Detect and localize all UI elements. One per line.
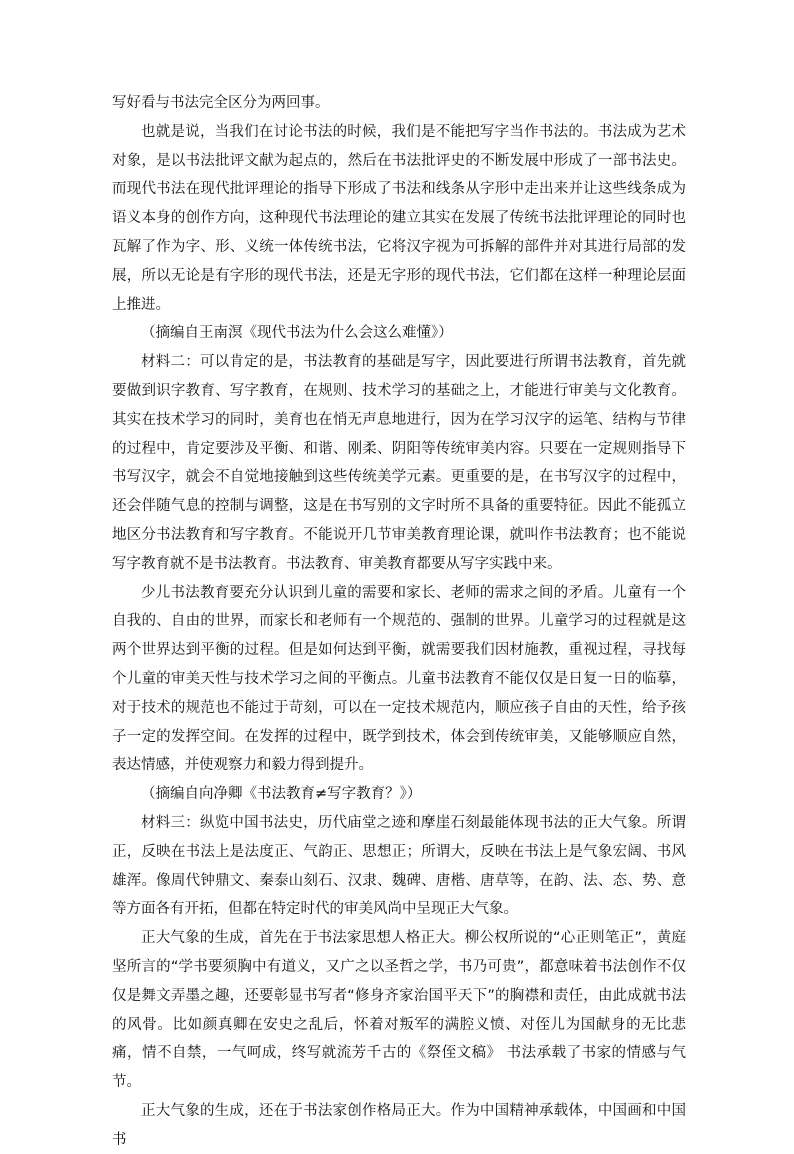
paragraph-creative-scope: 正大气象的生成，还在于书法家创作格局正大。作为中国精神承载体，中国画和中国书 [112,1102,686,1148]
paragraph-material-2: 材料二：可以肯定的是，书法教育的基础是写字，因此要进行所谓书法教育，首先就要做到识字教育、写字教育，在规则、技术学习的基础之上，才能进行审美与文化教育。其实在技术学习的同时，美育也在悄无声息地进行，因为在学习汉字的运笔、结构与节律的过程中，肯定要涉及平衡、和谐、刚柔、阴阳等传统审美内容。只要在一定规则指导下书写汉字，就会不自觉地接触到这些传统美学元素。更重要的是，在书写汉字的过程中，还会伴随气息的控制与调整，这是在书写别的文字时所不具备的重要特征。因此不能孤立地区分书法教育和写字教育。不能说开几节审美教育理论课，就叫作书法教育；也不能说写字教育就不是书法教育。书法教育、审美教育都要从写字实践中来。 [112,354,686,572]
paragraph-material-3: 材料三：纵览中国书法史，历代庙堂之迹和摩崖石刻最能体现书法的正大气象。所谓正，反映在书法上是法度正、气韵正、思想正；所谓大，反映在书法上是气象宏阔、书风雄浑。像周代钟鼎文、秦泰山刻石、汉隶、魏碑、唐楷、唐草等，在韵、法、态、势、意等方面各有开拓，但都在特定时代的审美风尚中呈现正大气象。 [112,814,686,918]
paragraph-modern-calligraphy-theory: 也就是说，当我们在讨论书法的时候，我们是不能把写字当作书法的。书法成为艺术对象，是以书法批评文献为起点的，然后在书法批评史的不断发展中形成了一部书法史。而现代书法在现代批评理论的指导下形成了书法和线条从字形中走出来并让这些线条成为语义本身的创作方向，这种现代书法理论的建立其实在发展了传统书法批评理论的同时也瓦解了作为字、形、义统一体传统书法，它将汉字视为可拆解的部件并对其进行局部的发展，所以无论是有字形的现代书法，还是无字形的现代书法，它们都在这样一种理论层面上推进。 [112,123,686,313]
source-citation-2: （摘编自向净卿《书法教育≠写字教育？》） [141,786,422,803]
paragraph-children-education: 少儿书法教育要充分认识到儿童的需要和家长、老师的需求之间的矛盾。儿童有一个自我的、自由的世界，而家长和老师有一个规范的、强制的世界。儿童学习的过程就是这两个世界达到平衡的过程。但是如何达到平衡，就需要我们因材施教，重视过程，寻找每个儿童的审美天性与技术学习之间的平衡点。儿童书法教育不能仅仅是日复一日的临摹，对于技术的规范也不能过于苛刻，可以在一定技术规范内，顺应孩子自由的天性，给予孩子一定的发挥空间。在发挥的过程中，既学到技术，体会到传统审美，又能够顺应自然，表达情感，并使观察力和毅力得到提升。 [112,584,686,774]
source-citation-1: （摘编自王南溟《现代书法为什么会这么难懂》） [141,325,453,342]
paragraph-continuation: 写好看与书法完全区分为两回事。 [112,95,330,111]
document-body [112,89,686,1154]
paragraph-personality: 正大气象的生成，首先在于书法家思想人格正大。柳公权所说的“心正则笔正”，黄庭坚所言的“学书要须胸中有道义，又广之以圣哲之学，书乃可贵”，都意味着书法创作不仅仅是舞文弄墨之趣，还要彰显书写者“修身齐家治国平天下”的胸襟和责任，由此成就书法的风骨。比如颜真卿在安史之乱后，怀着对叛军的满腔义愤、对侄儿为国献身的无比悲痛，情不自禁，一气呵成，终写就流芳千古的《祭侄文稿》 书法承载了书家的情感与气节。 [112,930,686,1091]
